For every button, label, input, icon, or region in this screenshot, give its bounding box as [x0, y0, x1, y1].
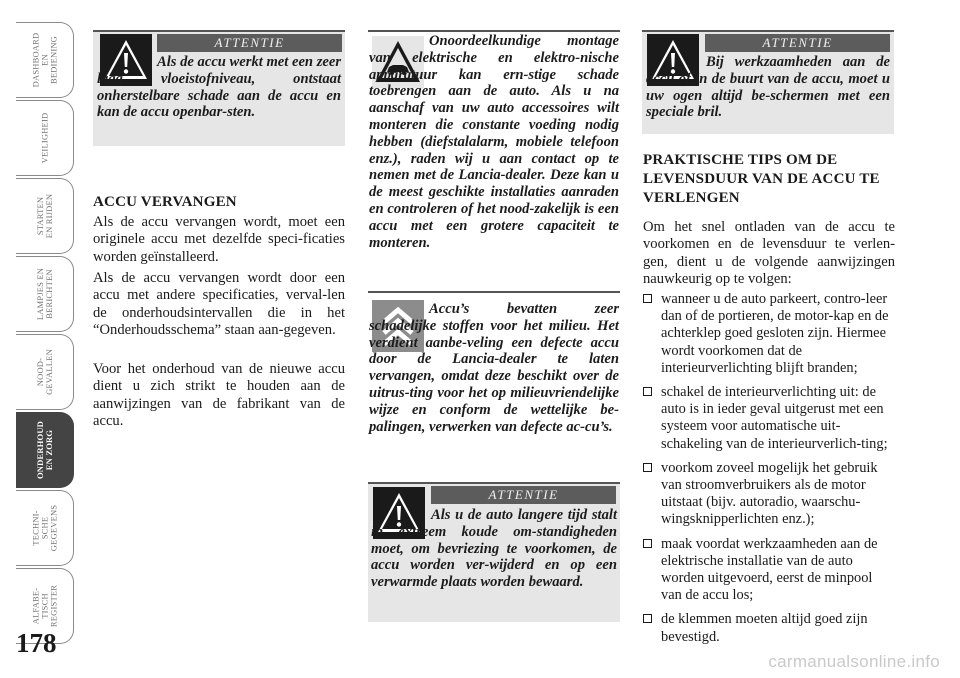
tab-label: TECHNI- SCHE GEGEVENS — [30, 504, 58, 552]
paragraph: Als de accu vervangen wordt, moet een originele accu met dezelfde speci-ficaties worden geïnstalleerd. — [93, 214, 345, 265]
tab-label: LAMPJES EN BERICHTEN — [34, 267, 54, 321]
tab-technische-gegevens[interactable] — [16, 490, 74, 566]
paragraph: Voor het onderhoud van de nieuwe accu dient u zich strikt te houden aan de aanwijzingen van de fabrikant van de accu. — [93, 361, 345, 430]
attention-header: ATTENTIE — [705, 34, 890, 52]
paragraph: Om het snel ontladen van de accu te voorkomen en de levensduur te verlen-gen, dient u de volgende aanwijzingen nauwkeurig op te volgen: — [643, 219, 895, 288]
tab-label: VEILIGHEID — [39, 112, 49, 164]
watermark: carmanualsonline.info — [768, 652, 940, 671]
tab-label: DASHBOARD EN BEDIENING — [30, 32, 58, 88]
checkbox-bullet-icon — [643, 539, 652, 548]
checkbox-bullet-icon — [643, 614, 652, 623]
paragraph: Als de accu vervangen wordt door een accu met andere specificaties, verval-len de onderhoudsintervallen die in het “Onderhoudsschema” staan aan-gegeven. — [93, 270, 345, 339]
checkbox-bullet-icon — [643, 463, 652, 472]
tab-label: ONDERHOUD EN ZORG — [34, 421, 54, 479]
list-item: voorkom zoveel mogelijk het gebruik van stroomverbruikers als de motor uitstaat (bijv. autoradio, waarschu-wingsknipperlichten enz.); — [643, 460, 895, 529]
box-top-rule — [368, 291, 620, 293]
attention-header: ATTENTIE — [431, 486, 616, 504]
section-heading-accu-vervangen: ACCU VERVANGEN — [93, 194, 237, 210]
tab-lampjes[interactable] — [16, 256, 74, 332]
warning-text-left: Als de accu werkt met een zeer laag vloeistofniveau, ontstaat onherstelbare schade aan de accu en kan de accu openbar-sten. — [97, 54, 342, 121]
list-item: wanneer u de auto parkeert, contro-leer dan of de portieren, de motor-kap en de achterklep goed gesloten zijn. Hiermee wordt voorkomen dat de interieurverlichting blijft branden; — [643, 291, 895, 377]
checkbox-bullet-icon — [643, 294, 652, 303]
tab-veiligheid[interactable] — [16, 100, 74, 176]
tab-noodgevallen[interactable] — [16, 334, 74, 410]
tab-onderhoud[interactable] — [16, 412, 74, 488]
eye-protection-warning: Bij werkzaamheden aan de accu of in de buurt van de accu, moet u uw ogen altijd be-schermen met een speciale bril. — [646, 54, 890, 121]
box-top-rule — [368, 482, 620, 484]
page-number: 178 — [16, 628, 57, 658]
tab-starten[interactable] — [16, 178, 74, 254]
section-heading-praktische-tips: PRAKTISCHE TIPS OM DE LEVENSDUUR VAN DE ACCU TE VERLENGEN — [643, 152, 880, 206]
box-top-rule — [368, 30, 620, 32]
checkbox-bullet-icon — [643, 387, 652, 396]
tips-list — [643, 291, 895, 653]
attention-header: ATTENTIE — [157, 34, 342, 52]
list-item: maak voordat werkzaamheden aan de elektrische installatie van de auto worden uitgevoerd, eerst de minpool van de accu los; — [643, 536, 895, 605]
tab-label: ALFABE- TISCH REGISTER — [30, 584, 58, 628]
list-item: schakel de interieurverlichting uit: de auto is in ieder geval uitgerust met een systeem voor automatische uit-schakeling van de interieurverlich-ting; — [643, 384, 895, 453]
electrical-installation-note: Onoordeelkundige montage van elektrische en elektro-nische apparatuur kan ern-stige schade toebrengen aan de auto. Als u na aanschaf van uw auto accessoires wilt monteren die constante voeding nodig hebben (diefstalalarm, mobiele telefoon enz.), raden wij u aan contact op te nemen met de Lancia-dealer. Deze kan u de meest geschikte installaties aanraden en controleren of het nood-zakelijk is een accu met een grotere capaciteit te monteren. — [369, 33, 619, 251]
cold-storage-warning: Als u de auto langere tijd stalt in extreem koude om-standigheden moet, om bevriezing te voorkomen, de accu worden ver-wijderd en op een verwarmde plaats worden bewaard. — [371, 507, 617, 591]
box-top-rule — [642, 30, 894, 32]
chapter-sidebar — [16, 22, 74, 646]
box-top-rule — [93, 30, 345, 32]
environment-note: Accu’s bevatten zeer schadelijke stoffen voor het milieu. Het verdient aanbe-veling een defecte accu door de Lancia-dealer te laten vervangen, omdat deze beschikt over de uitrus-ting voor het op milieuvriendelijke wijze en conform de wettelijke be-palingen, verwerken van defecte ac-cu’s. — [369, 301, 619, 435]
tab-label: NOOD- GEVALLEN — [34, 349, 54, 395]
tab-label: STARTEN EN RIJDEN — [34, 193, 54, 239]
list-item: de klemmen moeten altijd goed zijn bevestigd. — [643, 611, 895, 645]
tab-dashboard[interactable] — [16, 22, 74, 98]
